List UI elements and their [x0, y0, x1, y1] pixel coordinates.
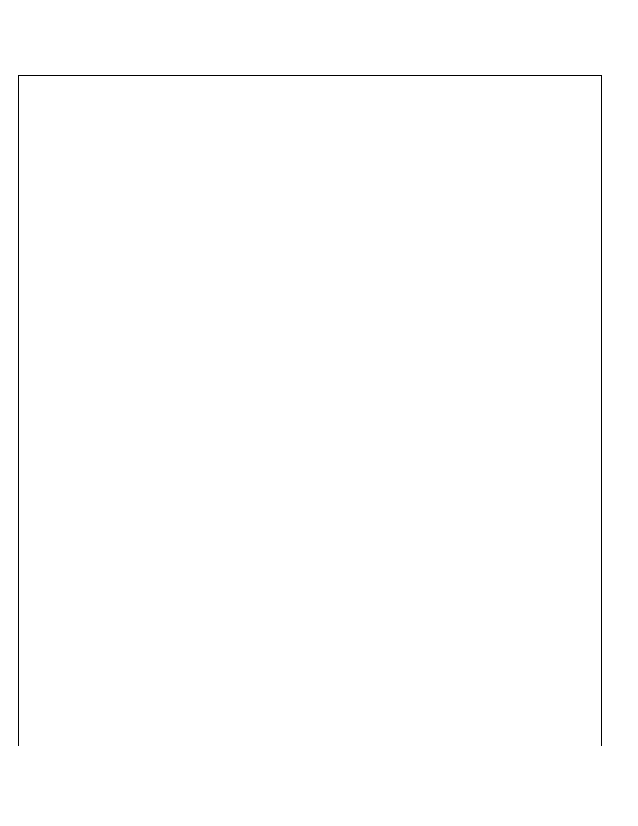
table-frame: [18, 75, 602, 746]
column-gridlines: [18, 75, 602, 746]
